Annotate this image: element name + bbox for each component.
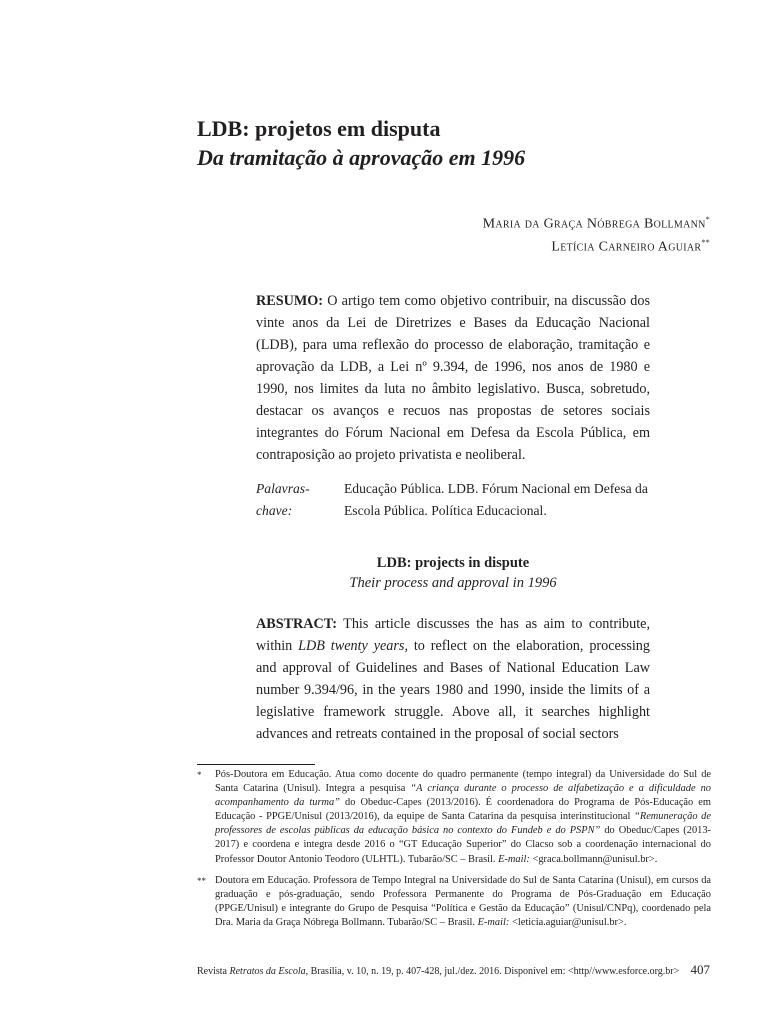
footnote-2-email-label: E-mail:: [477, 917, 510, 929]
footnote-1-text-c: do Obeduc/Capes (2013-2017) e coordena e integra desde 2016 o “GT Educação Superior” do Clacso sob a coordenação internacional do Professor Doutor Antonio Teodoro (ULHTL). Tubarão/SC – Brasil.: [215, 825, 711, 865]
author-2: [483, 234, 710, 257]
keywords-label: Palavras-chave:: [256, 481, 310, 518]
english-title: LDB: projects in dispute: [376, 555, 530, 571]
footnote-2-body: [215, 874, 711, 930]
article-subtitle: Da tramitação à aprovação em 1996: [197, 145, 526, 170]
resumo-paragraph: [256, 290, 650, 466]
author-1: [483, 211, 710, 234]
footnote-2-email-link[interactable]: <leticia.aguiar@unisul.br>.: [511, 917, 627, 929]
article-title: LDB: projetos em disputa: [197, 116, 441, 141]
footnote-2: [197, 874, 711, 930]
footnote-1-body: [215, 768, 711, 867]
abstract-label: ABSTRACT:: [256, 616, 337, 632]
footnote-1-mark: *: [197, 770, 202, 780]
running-footer: [197, 965, 679, 979]
footer-prefix: Revista: [197, 966, 227, 977]
author-list: [483, 211, 710, 256]
author-2-name: Letícia Carneiro Aguiar: [551, 239, 702, 255]
author-2-footnote-mark[interactable]: **: [701, 237, 710, 247]
english-subtitle: Their process and approval in 1996: [349, 575, 557, 591]
abstract-paragraph: [256, 613, 650, 745]
resumo-text: O artigo tem como objetivo contribuir, na discussão dos vinte anos da Lei de Diretrizes e Bases da Educação Nacional (LDB), para uma reflexão do processo de elaboração, tramitação e aprovação da LDB, a Lei nº 9.394, de 1996, nos anos de 1980 e 1990, nos limites da luta no âmbito legislativo. Busca, sobretudo, destacar os avanços e recuos nas propostas de setores sociais integrantes do Fórum Nacional em Defesa da Escola Pública, em contraposição ao projeto privatista e neoliberal.: [256, 293, 650, 463]
footnote-1-email-label: E-mail:: [498, 853, 530, 865]
footnote-1-text-b: do Obeduc-Capes (2013/2016). É coordenadora do Programa de Pós-Educação em Educação - PPGE/Unisul (2013/2016), da equipe de Santa Catarina da pesquisa interinstitucional: [215, 797, 711, 823]
footnote-1-email-link[interactable]: <graca.bollmann@unisul.br>.: [532, 853, 658, 865]
footer-citation: , Brasília, v. 10, n. 19, p. 407-428, jul./dez. 2016. Disponível em: <http//www.esforce.org.br>: [305, 966, 680, 977]
abstract-text-start: This article discusses the has as aim to contribute, within: [256, 616, 650, 654]
footnote-1-italic-a: “A criança durante o processo de alfabetização e a dificuldade no acompanhamento da turma”: [215, 783, 711, 809]
footnote-1: [197, 768, 711, 867]
page-number: 407: [690, 962, 710, 977]
keywords-block: [256, 478, 650, 522]
footnote-2-text: Doutora em Educação. Professora de Tempo Integral na Universidade do Sul de Santa Catarina (Unisul), em cursos da graduação e pós-graduação, sendo Professora Permanente do Programa de Pós-Graduação em Educação (PPGE/Unisul) e integrante do Grupo de Pesquisa “Política e Gestão da Educação” (Unisul/CNPq), coordenado pela Dra. Maria da Graça Nóbrega Bollmann. Tubarão/SC – Brasil.: [215, 875, 711, 929]
abstract-text-rest: , to reflect on the elaboration, processing and approval of Guidelines and Bases of National Education Law number 9.394/96, in the years 1980 and 1990, inside the limits of a legislative framework struggle. Above all, it searches highlight advances and retreats contained in the proposal of social sectors: [256, 638, 650, 742]
author-1-name: Maria da Graça Nóbrega Bollmann: [482, 216, 706, 232]
footer-journal-name: Retratos da Escola: [229, 966, 306, 977]
author-1-footnote-mark[interactable]: *: [705, 215, 710, 224]
abstract-italic-phrase: LDB twenty years: [298, 638, 405, 654]
keywords-text: Educação Pública. LDB. Fórum Nacional em Defesa da Escola Pública. Política Educacional.: [344, 481, 648, 518]
resumo-label: RESUMO:: [256, 293, 323, 309]
footnote-1-text-a: Pós-Doutora em Educação. Atua como docente do quadro permanente (tempo integral) da Universidade do Sul de Santa Catarina (Unisul). Integra a pesquisa: [215, 769, 711, 795]
footnote-divider: [197, 764, 315, 765]
footnote-2-mark: **: [197, 876, 206, 886]
footnote-1-italic-b: “Remuneração de professores de escolas públicas da educação básica no contexto do Fundeb e do PSPN”: [215, 811, 711, 837]
